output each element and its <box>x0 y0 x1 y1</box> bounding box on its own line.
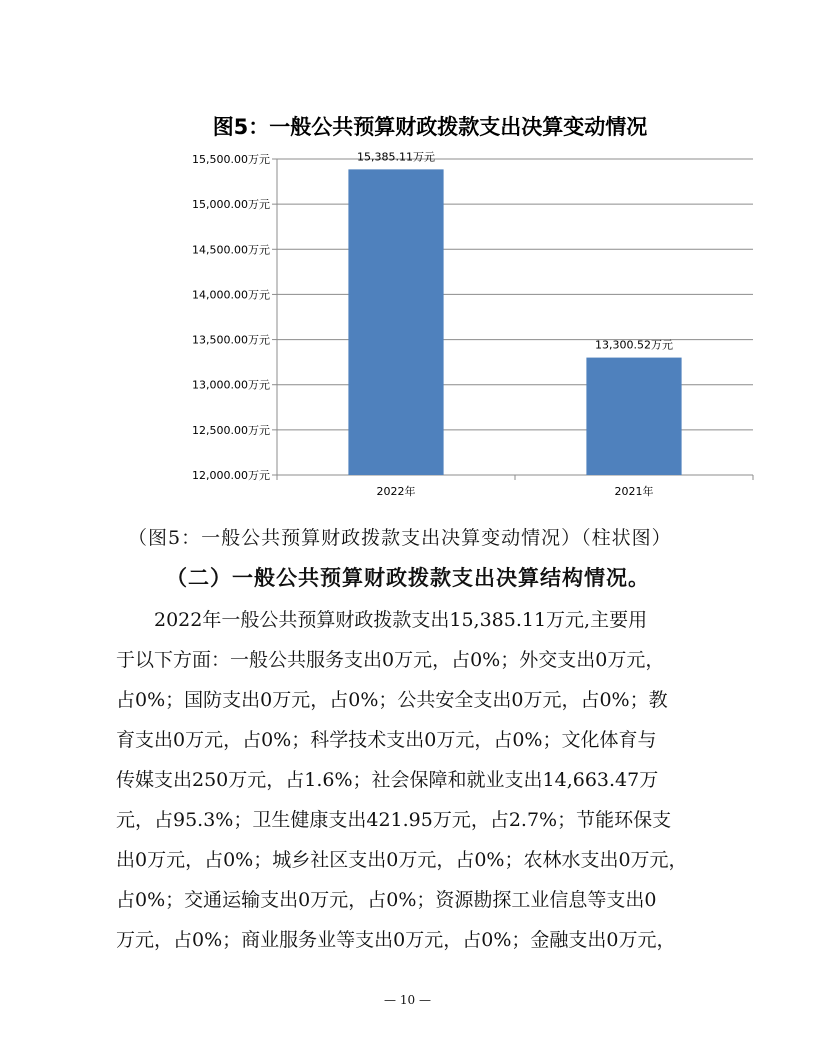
bar-value-label: 13,300.52万元 <box>595 338 673 352</box>
body-paragraph <box>116 600 698 960</box>
y-tick-label: 13,000.00万元 <box>192 378 270 392</box>
figure-caption: （图5：一般公共预算财政拨款支出决算变动情况）（柱状图） <box>128 527 672 549</box>
y-tick-label: 15,500.00万元 <box>192 153 270 166</box>
paragraph-line: 2022年一般公共预算财政拨款支出15,385.11万元,主要用 <box>116 609 648 631</box>
paragraph-line: 占0%；交通运输支出0万元，占0%；资源勘探工业信息等支出0 <box>116 889 657 911</box>
x-tick-label: 2022年 <box>376 485 416 498</box>
paragraph-line: 于以下方面：一般公共服务支出0万元，占0%；外交支出0万元， <box>116 649 665 671</box>
y-tick-label: 12,000.00万元 <box>192 469 270 482</box>
y-tick-label: 13,500.00万元 <box>192 333 270 347</box>
chart-title: 图5：一般公共预算财政拨款支出决算变动情况 <box>212 115 648 139</box>
bar-value-label: 15,385.11万元 <box>357 150 435 164</box>
bar-0 <box>348 169 443 475</box>
paragraph-line: 出0万元，占0%；城乡社区支出0万元，占0%；农林水支出0万元， <box>116 849 688 871</box>
x-tick-label: 2021年 <box>614 485 654 498</box>
bar-1 <box>586 358 681 475</box>
paragraph-line: 万元，占0%；商业服务业等支出0万元，占0%；金融支出0万元， <box>116 929 676 951</box>
paragraph-line: 元，占95.3%；卫生健康支出421.95万元，占2.7%；节能环保支 <box>116 809 672 831</box>
bar-chart <box>150 100 760 510</box>
section-heading: （二）一般公共预算财政拨款支出决算结构情况。 <box>166 566 650 590</box>
paragraph-line: 育支出0万元，占0%；科学技术支出0万元，占0%；文化体育与 <box>116 729 657 751</box>
page-number: — 10 — <box>384 993 431 1007</box>
paragraph-line: 占0%；国防支出0万元，占0%；公共安全支出0万元，占0%；教 <box>116 689 668 711</box>
y-tick-label: 14,000.00万元 <box>192 288 270 302</box>
y-tick-label: 14,500.00万元 <box>192 243 270 257</box>
y-tick-label: 12,500.00万元 <box>192 423 270 437</box>
paragraph-line: 传媒支出250万元，占1.6%；社会保障和就业支出14,663.47万 <box>116 769 659 791</box>
y-tick-label: 15,000.00万元 <box>192 198 270 212</box>
